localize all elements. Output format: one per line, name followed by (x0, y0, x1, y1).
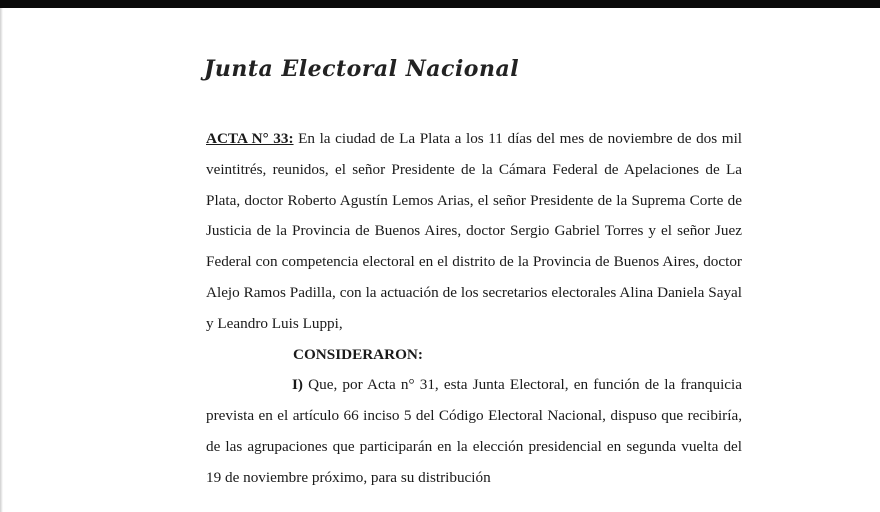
paragraph-1-text: Que, por Acta n° 31, esta Junta Electoral, en función de la franquicia prevista en el artículo 66 inciso 5 del Código Electoral Nacional, dispuso que recibiría, de las agrupaciones que participarán en la elección presidencial en segunda vuelta del 19 de noviembre próximo, para su distribución (206, 376, 743, 486)
paragraph-1-number: I) (292, 376, 303, 394)
intro-paragraph (206, 124, 742, 340)
top-black-bar (0, 0, 880, 8)
paragraph-1 (206, 370, 742, 493)
page-left-edge (0, 8, 3, 512)
section-heading: CONSIDERARON: (293, 345, 423, 363)
intro-text: En la ciudad de La Plata a los 11 días del mes de noviembre de dos mil veintitrés, reunidos, el señor Presidente de la Cámara Federal de Apelaciones de La Plata, doctor Roberto Agustín Lemos Arias, el señor Presidente de la Suprema Corte de Justicia de la Provincia de Buenos Aires, doctor Sergio Gabriel Torres y el señor Juez Federal con competencia electoral en el distrito de la Provincia de Buenos Aires, doctor Alejo Ramos Padilla, con la actuación de los secretarios electorales Alina Daniela Sayal y Leandro Luis Luppi, (206, 130, 743, 332)
letterhead-title: Junta Electoral Nacional (204, 56, 520, 82)
acta-number: ACTA N° 33: (206, 130, 294, 147)
document-body (206, 124, 742, 494)
